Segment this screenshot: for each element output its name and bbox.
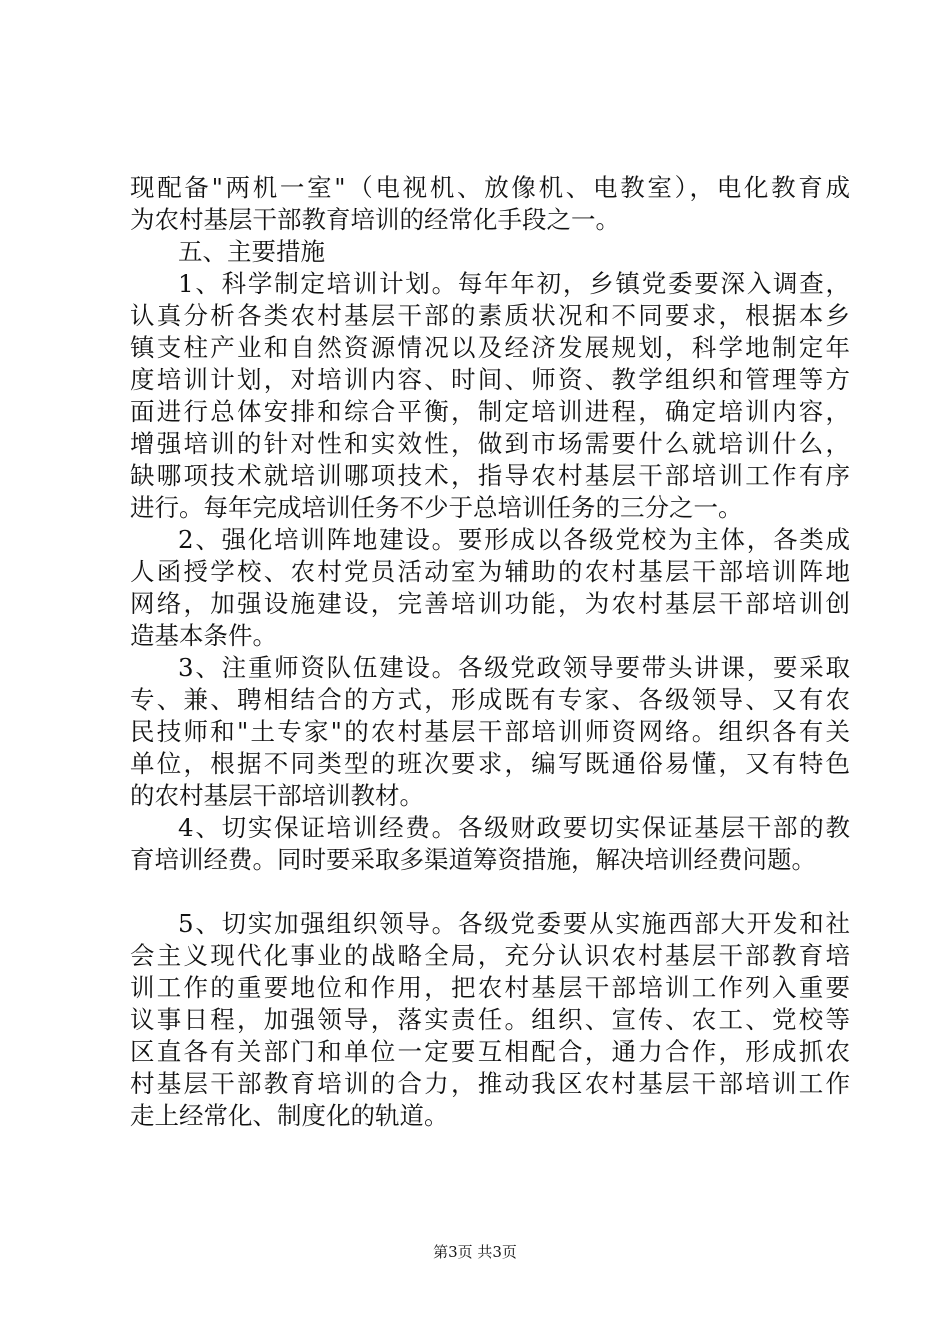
document-body <box>130 172 850 1132</box>
text-line: 2、强化培训阵地建设。要形成以各级党校为主体，各类成 <box>178 525 850 554</box>
text-line: 4、切实保证培训经费。各级财政要切实保证基层干部的教 <box>178 813 850 842</box>
text-line: 单位，根据不同类型的班次要求，编写既通俗易懂，又有特色 <box>130 749 850 778</box>
text-line: 度培训计划，对培训内容、时间、师资、教学组织和管理等方 <box>130 365 850 394</box>
text-line: 村基层干部教育培训的合力，推动我区农村基层干部培训工作 <box>130 1069 850 1098</box>
text-line: 民技师和"土专家"的农村基层干部培训师资网络。组织各有关 <box>130 717 850 746</box>
text-line: 镇支柱产业和自然资源情况以及经济发展规划，科学地制定年 <box>130 333 850 362</box>
text-line: 育培训经费。同时要采取多渠道筹资措施，解决培训经费问题。 <box>130 845 816 874</box>
text-line: 缺哪项技术就培训哪项技术，指导农村基层干部培训工作有序 <box>130 461 850 490</box>
text-line: 造基本条件。 <box>130 621 277 650</box>
text-line: 进行。每年完成培训任务不少于总培训任务的三分之一。 <box>130 493 743 522</box>
page-number-footer: 第3页 共3页 <box>433 1243 517 1261</box>
text-line: 为农村基层干部教育培训的经常化手段之一。 <box>130 205 620 234</box>
text-line: 认真分析各类农村基层干部的素质状况和不同要求，根据本乡 <box>130 301 850 330</box>
text-line: 3、注重师资队伍建设。各级党政领导要带头讲课，要采取 <box>178 653 850 682</box>
text-line: 增强培训的针对性和实效性，做到市场需要什么就培训什么， <box>130 429 850 458</box>
text-line: 专、兼、聘相结合的方式，形成既有专家、各级领导、又有农 <box>130 685 850 714</box>
text-line: 的农村基层干部培训教材。 <box>130 781 424 810</box>
text-line: 训工作的重要地位和作用，把农村基层干部培训工作列入重要 <box>130 973 850 1002</box>
text-line: 走上经常化、制度化的轨道。 <box>130 1101 449 1130</box>
text-line: 5、切实加强组织领导。各级党委要从实施西部大开发和社 <box>178 909 850 938</box>
text-line: 区直各有关部门和单位一定要互相配合，通力合作，形成抓农 <box>130 1037 850 1066</box>
text-line: 现配备"两机一室"（电视机、放像机、电教室），电化教育成 <box>130 173 850 202</box>
text-line: 人函授学校、农村党员活动室为辅助的农村基层干部培训阵地 <box>130 557 850 586</box>
text-line: 1、科学制定培训计划。每年年初，乡镇党委要深入调查， <box>178 269 850 298</box>
text-line: 会主义现代化事业的战略全局，充分认识农村基层干部教育培 <box>130 941 850 970</box>
paragraph-gap <box>130 876 850 908</box>
text-line: 议事日程，加强领导，落实责任。组织、宣传、农工、党校等 <box>130 1005 850 1034</box>
text-line: 网络，加强设施建设，完善培训功能，为农村基层干部培训创 <box>130 589 850 618</box>
section-heading: 五、主要措施 <box>178 237 325 266</box>
text-line: 面进行总体安排和综合平衡，制定培训进程，确定培训内容， <box>130 397 850 426</box>
